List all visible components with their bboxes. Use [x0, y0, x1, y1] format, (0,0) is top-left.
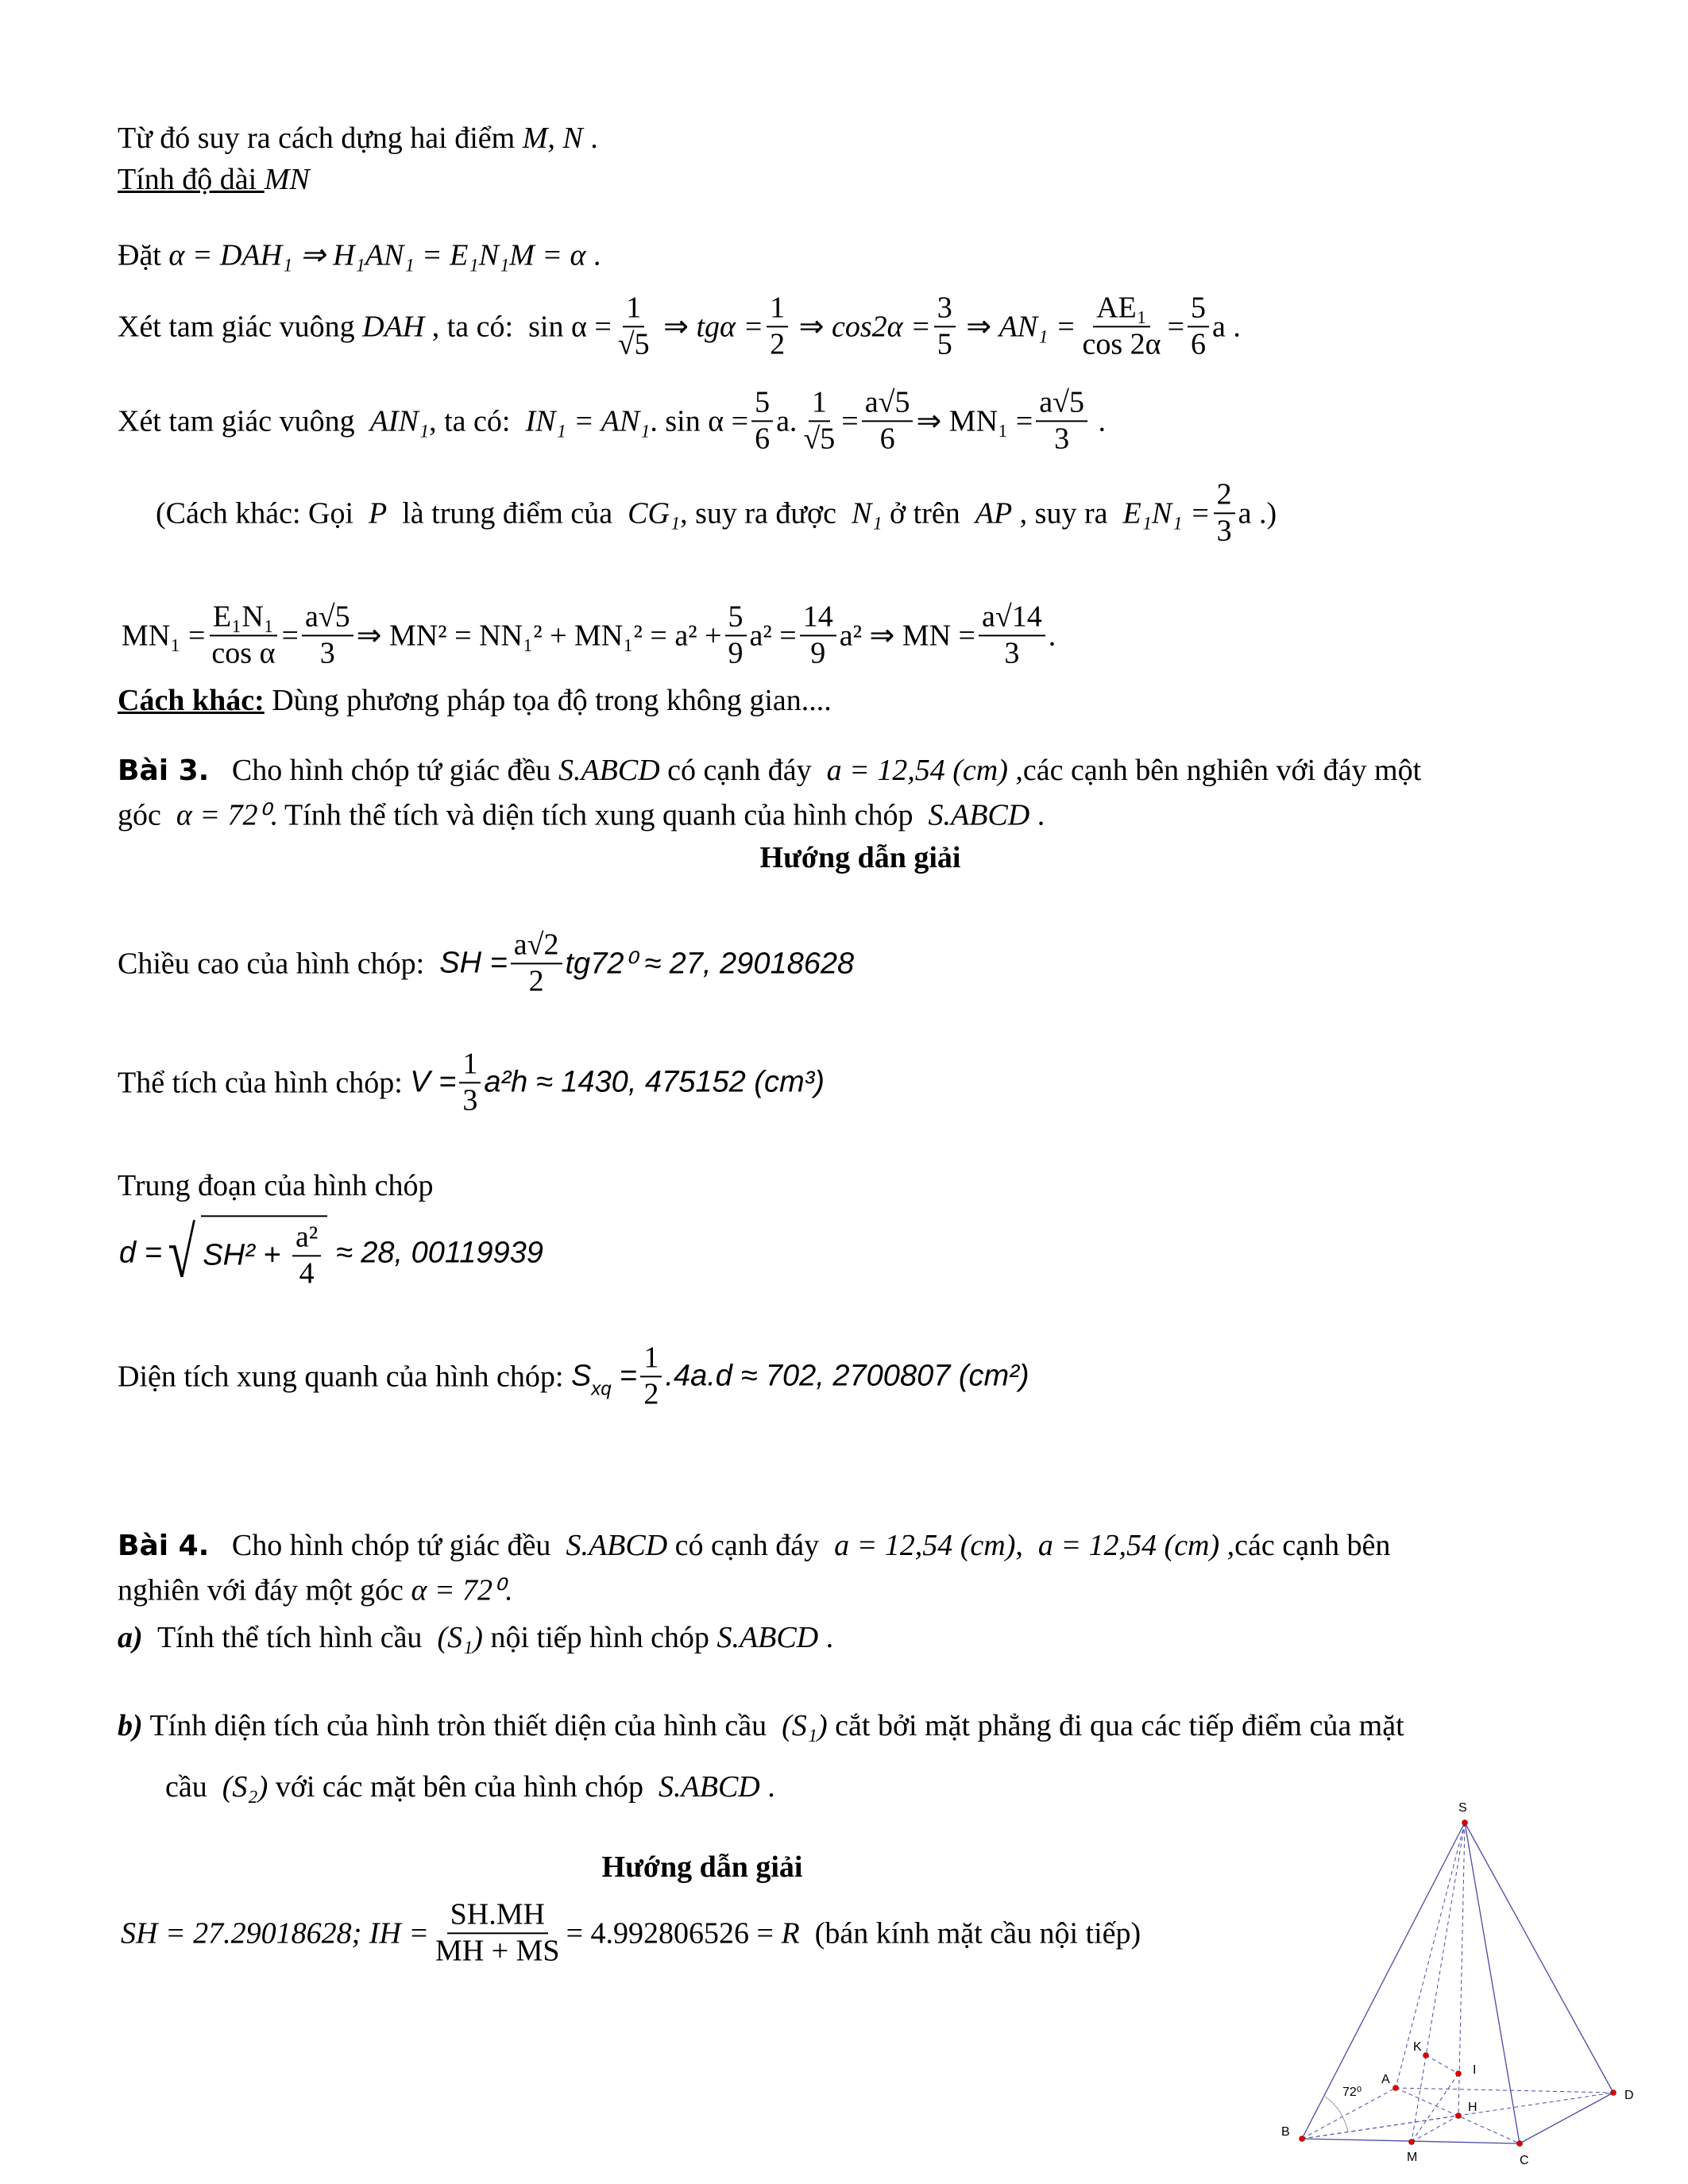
text-segment: (S₂): [222, 1770, 268, 1804]
text-segment: ,các cạnh bên: [1219, 1529, 1391, 1562]
edge-sb: [1302, 1823, 1465, 2139]
fraction-denominator: 3: [1004, 636, 1020, 669]
text-segment: MN: [264, 163, 310, 196]
text-segment: ,các cạnh bên nghiên với đáy một: [1007, 754, 1422, 787]
point-s: [1462, 1820, 1468, 1826]
fraction-denominator: 3: [319, 636, 335, 669]
text-segment: a = 12,54 (cm): [834, 1529, 1016, 1562]
fraction-denominator: cos 2α: [1082, 327, 1161, 361]
text-segment: .: [504, 1573, 512, 1607]
text-segment: Xét tam giác vuông: [118, 404, 370, 438]
text-segment: .: [585, 238, 601, 272]
text-segment: ⇒: [958, 310, 999, 344]
point-label: C: [1520, 2154, 1529, 2167]
text-segment: Tính thể tích hình cầu: [142, 1621, 438, 1654]
point-m: [1409, 2140, 1415, 2145]
text-segment: nội tiếp hình chóp: [482, 1621, 717, 1654]
text-segment: MN₁ =: [122, 619, 206, 652]
fraction-numerator: a√2: [511, 928, 562, 964]
angle-arc: [1325, 2097, 1348, 2132]
hidden-edge-sm: [1412, 1823, 1465, 2142]
text-segment: S.ABCD: [558, 754, 660, 787]
fraction-denominator: √5: [803, 422, 836, 455]
fraction-denominator: MH + MS: [435, 1934, 560, 1967]
text-segment: a²h ≈ 1430, 475152 (cm³): [484, 1065, 825, 1099]
fraction-denominator: 6: [879, 422, 895, 455]
fraction-denominator: 9: [728, 636, 744, 669]
edge-sc: [1465, 1823, 1520, 2143]
text-segment: a² =: [749, 619, 797, 652]
text-segment: Bài 4.: [118, 1529, 210, 1562]
text-segment: Hướng dẫn giải: [759, 841, 961, 874]
hidden-edge-bh: [1302, 2116, 1458, 2139]
text-segment: Dùng phương pháp tọa độ trong không gian....: [264, 684, 832, 717]
point-label: A: [1381, 2073, 1390, 2086]
text-segment: có cạnh đáy: [659, 754, 827, 787]
radical-sign-icon: √: [168, 1214, 195, 1292]
hidden-edge-ki: [1426, 2055, 1458, 2074]
fraction-numerator: 1: [623, 291, 644, 327]
text-segment: (bán kính mặt cầu nội tiếp): [799, 1916, 1141, 1950]
fraction-denominator: cos α: [211, 636, 276, 669]
point-b: [1300, 2136, 1305, 2142]
text-segment: α = 72⁰: [411, 1573, 505, 1607]
text-segment: S.ABCD: [659, 1770, 760, 1804]
point-i: [1456, 2071, 1462, 2077]
text-segment: Hướng dẫn giải: [601, 1850, 803, 1884]
fraction-denominator: 4: [299, 1256, 315, 1290]
fraction-numerator: 14: [800, 600, 836, 636]
text-segment: =: [841, 404, 859, 438]
text-segment: , suy ra: [1012, 496, 1123, 530]
text-segment: Thể tích của hình chóp:: [118, 1066, 411, 1099]
text-segment: S: [570, 1359, 592, 1393]
text-segment: d =: [119, 1236, 162, 1270]
text-segment: a .: [1212, 310, 1241, 343]
text-segment: cos2α =: [832, 310, 931, 343]
fraction-numerator: a√5: [1036, 385, 1087, 422]
text-segment: S.ABCD: [717, 1621, 819, 1654]
fraction-numerator: a²: [292, 1220, 321, 1256]
fraction-numerator: a√14: [979, 600, 1045, 636]
angle-label: 72⁰: [1342, 2086, 1362, 2099]
text-segment: =: [611, 1359, 638, 1393]
text-segment: (Cách khác: Gọi: [156, 496, 369, 530]
text-segment: AN₁ =: [999, 310, 1076, 343]
text-segment: .: [818, 1621, 834, 1654]
point-label: S: [1458, 1801, 1467, 1815]
fraction-numerator: 2: [1214, 477, 1235, 514]
point-label: M: [1407, 2151, 1418, 2164]
point-label: K: [1413, 2040, 1422, 2054]
text-segment: Diện tích xung quanh của hình chóp:: [118, 1360, 571, 1393]
fraction-numerator: 5: [1188, 291, 1209, 327]
text-segment: =: [281, 619, 299, 652]
text-segment: Trung đoạn của hình chóp: [118, 1169, 434, 1202]
text-segment: , ta có: sin α =: [424, 310, 612, 343]
text-segment: . Tính thể tích và diện tích xung quanh của hình chóp: [269, 798, 929, 832]
fraction-denominator: 3: [1054, 422, 1070, 455]
text-segment: DAH: [362, 310, 425, 343]
point-label: H: [1468, 2101, 1477, 2114]
text-segment: ⇒ MN₁ =: [916, 404, 1033, 438]
fraction-numerator: SH.MH: [447, 1897, 548, 1934]
text-segment: a): [118, 1621, 143, 1654]
text-segment: b): [118, 1709, 143, 1742]
hidden-edge-sa: [1396, 1823, 1465, 2088]
text-segment: Chiều cao của hình chóp:: [118, 947, 440, 980]
point-d: [1611, 2090, 1617, 2096]
text-segment: .: [1090, 404, 1106, 438]
fraction-numerator: E₁N₁: [210, 600, 277, 636]
fraction-numerator: 1: [640, 1341, 662, 1377]
point-label: I: [1473, 2063, 1477, 2077]
text-segment: a.: [776, 404, 798, 438]
text-segment: Cho hình chóp tứ giác đều: [209, 1529, 566, 1562]
text-segment: là trung điểm của: [387, 496, 628, 530]
fraction-denominator: 9: [810, 636, 826, 669]
text-segment: tgα =: [696, 310, 764, 343]
edge-sd: [1465, 1823, 1613, 2093]
text-segment: ⇒: [791, 310, 832, 344]
text-segment: .: [1029, 798, 1045, 832]
text-segment: V =: [410, 1065, 457, 1099]
text-segment: Tính diện tích của hình tròn thiết diện của hình cầu: [142, 1709, 782, 1742]
edge-cd: [1520, 2093, 1613, 2143]
text-segment: (S₁): [782, 1709, 828, 1742]
text-segment: xq: [591, 1378, 612, 1400]
point-h: [1456, 2113, 1462, 2119]
text-segment: Đặt: [118, 238, 169, 272]
fraction-denominator: 2: [643, 1377, 659, 1410]
text-segment: cầu: [165, 1770, 222, 1804]
fraction-numerator: 5: [751, 385, 773, 422]
text-segment: Cách khác:: [118, 684, 265, 717]
text-segment: . sin α =: [650, 404, 749, 438]
point-a: [1393, 2086, 1399, 2091]
text-segment: ⇒ MN² = NN₁² + MN₁² = a² +: [356, 619, 722, 653]
fraction-numerator: 5: [725, 600, 747, 636]
text-segment: P: [369, 496, 388, 530]
text-segment: góc: [118, 798, 176, 832]
text-segment: ⇒: [655, 310, 697, 344]
text-segment: AIN₁: [369, 404, 430, 438]
text-segment: ở trên: [882, 496, 975, 530]
text-segment: a .): [1238, 496, 1277, 530]
text-segment: Từ đó suy ra cách dựng hai điểm: [118, 122, 523, 155]
point-label: D: [1624, 2089, 1634, 2102]
text-segment: với các mặt bên của hình chóp: [268, 1770, 659, 1804]
text-segment: Bài 3.: [118, 754, 210, 787]
text-segment: tg72⁰ ≈ 27, 29018628: [565, 947, 855, 981]
text-segment: ≈ 28, 00119939: [327, 1236, 543, 1270]
fraction-numerator: 1: [767, 291, 788, 327]
point-label: B: [1281, 2125, 1290, 2139]
point-k: [1423, 2053, 1429, 2059]
hidden-edge-im: [1412, 2074, 1458, 2142]
text-segment: ,: [1015, 1529, 1038, 1562]
text-segment: a² ⇒ MN =: [839, 619, 975, 653]
text-segment: , suy ra được: [680, 496, 852, 530]
fraction-numerator: 1: [459, 1047, 481, 1083]
text-segment: = 4.992806526 =: [566, 1916, 782, 1950]
text-segment: S.ABCD: [928, 798, 1030, 832]
text-segment: α = DAH₁ ⇒ H₁AN₁ = E₁N₁M = α: [168, 238, 586, 272]
text-segment: có cạnh đáy: [667, 1529, 835, 1562]
fraction-denominator: 5: [937, 327, 952, 361]
text-segment: a = 12,54 (cm): [826, 754, 1008, 787]
text-segment: SH =: [439, 946, 508, 980]
text-segment: , ta có:: [429, 404, 526, 438]
hidden-edge-ad: [1396, 2088, 1613, 2093]
text-segment: .: [582, 122, 598, 155]
fraction-denominator: 3: [1216, 514, 1232, 547]
fraction-numerator: a√5: [862, 385, 914, 422]
text-segment: S.ABCD: [566, 1529, 668, 1562]
text-segment: AP: [975, 496, 1013, 530]
text-segment: a = 12,54 (cm): [1037, 1529, 1220, 1562]
text-segment: Cho hình chóp tứ giác đều: [209, 754, 558, 787]
hidden-edge-mh: [1412, 2116, 1458, 2142]
fraction-denominator: 2: [528, 964, 544, 997]
text-segment: CG₁: [628, 496, 681, 530]
fraction-denominator: √5: [617, 327, 650, 361]
text-segment: α = 72⁰: [176, 798, 270, 832]
text-segment: M, N: [522, 122, 583, 155]
fraction-denominator: 6: [755, 422, 771, 455]
text-segment: SH = 27.29018628; IH =: [121, 1916, 429, 1950]
fraction-numerator: a√5: [302, 600, 353, 636]
fraction-denominator: 6: [1191, 327, 1207, 361]
text-segment: =: [1167, 310, 1185, 343]
text-segment: SH² +: [203, 1238, 290, 1272]
text-segment: Tính độ dài: [118, 163, 265, 196]
fraction-numerator: 1: [809, 385, 830, 422]
text-segment: cắt bởi mặt phẳng đi qua các tiếp điểm của mặt: [827, 1709, 1404, 1742]
fraction-denominator: 3: [462, 1083, 478, 1117]
text-segment: .4a.d ≈ 702, 2700807 (cm²): [665, 1359, 1029, 1393]
text-segment: E₁N₁ =: [1122, 496, 1211, 530]
text-segment: nghiên với đáy một góc: [118, 1573, 411, 1607]
point-c: [1517, 2141, 1523, 2147]
text-segment: Xét tam giác vuông: [118, 310, 363, 343]
fraction-numerator: 3: [934, 291, 956, 327]
text-segment: N₁: [851, 496, 883, 530]
text-segment: R: [781, 1916, 800, 1950]
text-segment: .: [759, 1770, 775, 1804]
text-segment: .: [1048, 619, 1056, 652]
text-segment: (S₁): [437, 1621, 483, 1654]
fraction-numerator: AE₁: [1093, 291, 1150, 327]
fraction-denominator: 2: [770, 327, 786, 361]
text-segment: IN₁ = AN₁: [525, 404, 651, 438]
